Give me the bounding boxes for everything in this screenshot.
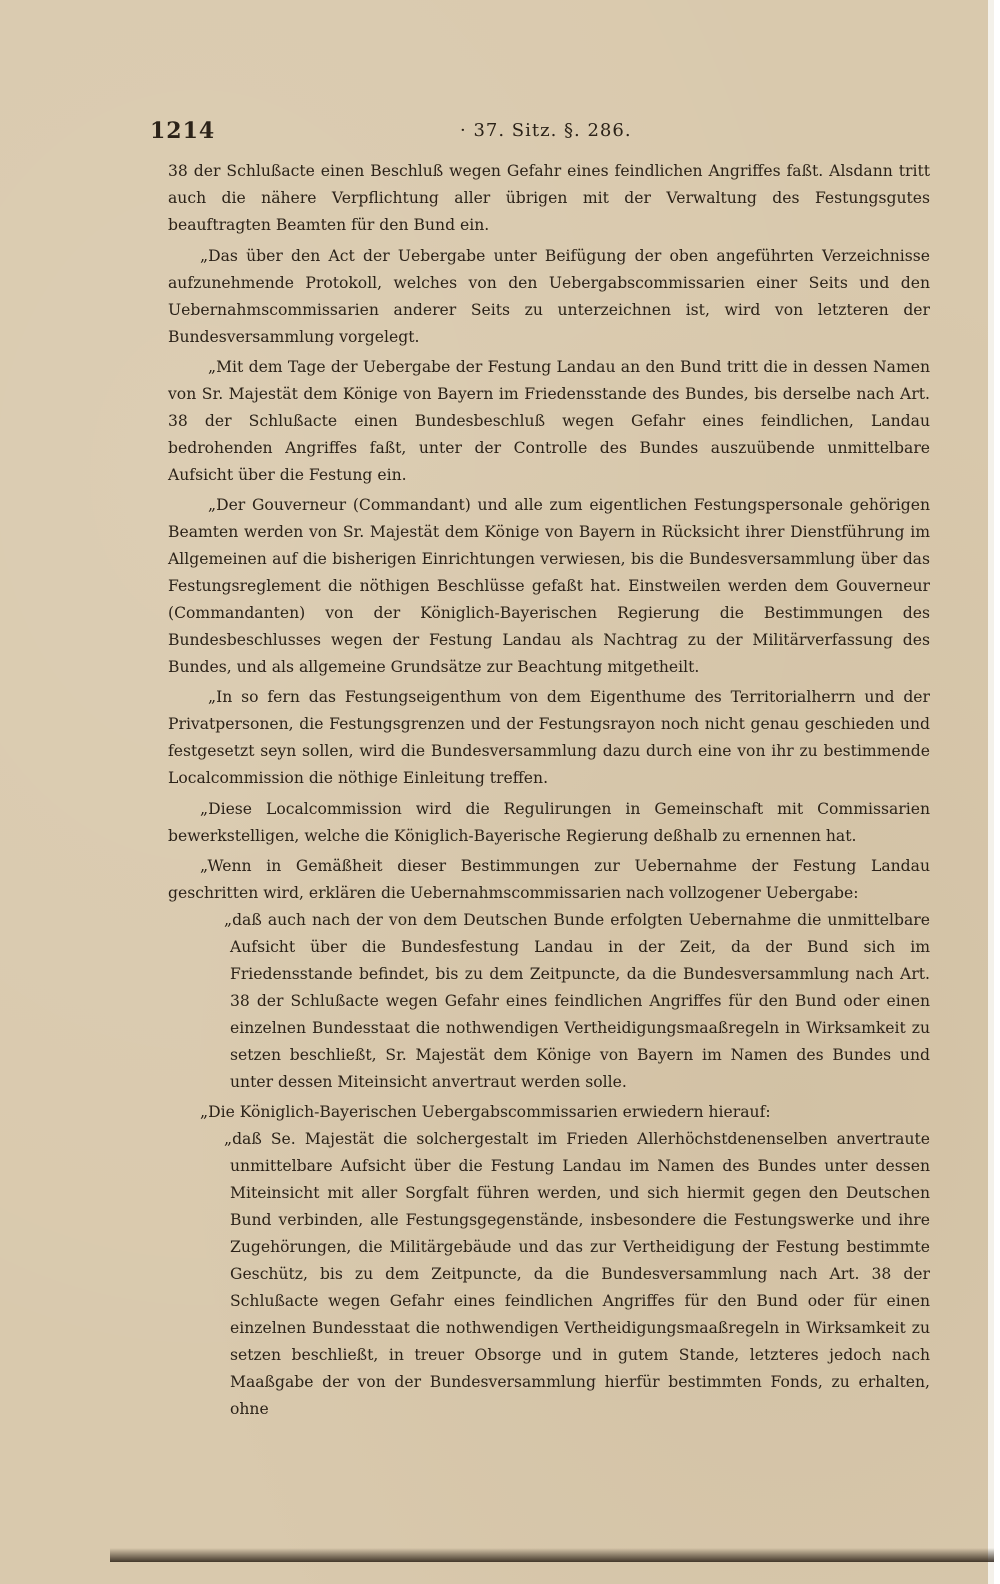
paragraph-reply-intro: „Die Königlich-Bayerischen Uebergabscommissarien erwiedern hierauf: (200, 1103, 771, 1121)
paragraph-uebergabe: „Mit dem Tage der Uebergabe der Festung Landau an den Bund tritt die in dessen Namen von Sr. Majestät dem Könige von Bayern im Friedensstande des Bundes, bis derselbe nach Art. 38 der Schlußacte einen Bundesbeschluß wegen Gefahr eines feindlichen, Landau bedrohenden Angriffes faßt, unter der Controlle des Bundes auszuübende unmittelbare Aufsicht über die Festung ein. (168, 358, 930, 484)
page-bottom-shadow (110, 1548, 994, 1562)
body-text (168, 158, 930, 1423)
paragraph-localcommission: „Diese Localcommission wird die Regulirungen in Gemeinschaft mit Commissarien bewerkstelligen, welche die Königlich-Bayerische Regierung deßhalb zu ernennen hat. (168, 800, 930, 845)
paragraph-festungseigenthum: „In so fern das Festungseigenthum von dem Eigenthume des Territorialherrn und der Privatpersonen, die Festungsgrenzen und der Festungsrayon noch nicht genau geschieden und festgesetzt seyn sollen, wird die Bundesversammlung dazu durch eine von ihr zu bestimmende Localcommission die nöthige Einleitung treffen. (168, 688, 930, 787)
running-head: · 37. Sitz. §. 286. (460, 120, 632, 141)
paragraph-gouverneur: „Der Gouverneur (Commandant) und alle zum eigentlichen Festungspersonale gehörigen Beamten werden von Sr. Majestät dem Könige von Bayern in Rücksicht ihrer Dienstführung im Allgemeinen auf die bisherigen Einrichtungen verwiesen, bis die Bundesversammlung über das Festungsreglement die nöthigen Beschlüsse gefaßt hat. Einstweilen werden dem Gouverneur (Commandanten) von der Königlich-Bayerischen Regierung die Bestimmungen des Bundesbeschlusses wegen der Festung Landau als Nachtrag zu der Militärverfassung des Bundes, und als allgemeine Grundsätze zur Beachtung mitgetheilt. (168, 496, 930, 676)
page-number: 1214 (150, 118, 216, 144)
paragraph-uebernahme: „Wenn in Gemäßheit dieser Bestimmungen zur Uebernahme der Festung Landau geschritten wird, erklären die Uebernahmscommissarien nach vollzogener Uebergabe: (168, 857, 930, 902)
page-header (150, 118, 930, 148)
paragraph-protokoll: „Das über den Act der Uebergabe unter Beifügung der oben angeführten Verzeichnisse aufzunehmende Protokoll, welches von den Uebergabscommissarien einer Seits und den Uebernahmscommissarien anderer Seits zu unterzeichnen ist, wird von letzteren der Bundesversammlung vorgelegt. (168, 247, 930, 346)
page-edge (988, 0, 994, 1584)
quote-declaration: „daß auch nach der von dem Deutschen Bunde erfolgten Uebernahme die unmittelbare Aufsicht über die Bundesfestung Landau in der Zeit, da der Bund sich im Friedensstande befindet, bis zu dem Zeitpuncte, da die Bundesversammlung nach Art. 38 der Schlußacte wegen Gefahr eines feindlichen Angriffes für den Bund oder einen einzelnen Bundesstaat die nothwendigen Vertheidigungsmaaßregeln in Wirksamkeit zu setzen beschließt, Sr. Majestät dem Könige von Bayern im Namen des Bundes und unter dessen Miteinsicht anvertraut werden solle. (224, 911, 930, 1091)
quote-reply: „daß Se. Majestät die solchergestalt im Frieden Allerhöchstdenenselben anvertraute unmittelbare Aufsicht über die Festung Landau im Namen des Bundes unter dessen Miteinsicht mit aller Sorgfalt führen werden, und sich hiermit gegen den Deutschen Bund verbinden, alle Festungsgegenstände, insbesondere die Festungswerke und ihre Zugehörungen, die Militärgebäude und das zur Vertheidigung der Festung bestimmte Geschütz, bis zu dem Zeitpuncte, da die Bundesversammlung nach Art. 38 der Schlußacte wegen Gefahr eines feindlichen Angriffes für den Bund oder für einen einzelnen Bundesstaat die nothwendigen Vertheidigungsmaaßregeln in Wirksamkeit zu setzen beschließt, in treuer Obsorge und in gutem Stande, letzteres jedoch nach Maaßgabe der von der Bundesversammlung hierfür bestimmten Fonds, zu erhalten, ohne (224, 1130, 930, 1418)
paragraph-continuation: 38 der Schlußacte einen Beschluß wegen Gefahr eines feindlichen Angriffes faßt. Alsdann tritt auch die nähere Verpflichtung aller übrigen mit der Verwaltung des Festungsgutes beauftragten Beamten für den Bund ein. (168, 162, 930, 234)
